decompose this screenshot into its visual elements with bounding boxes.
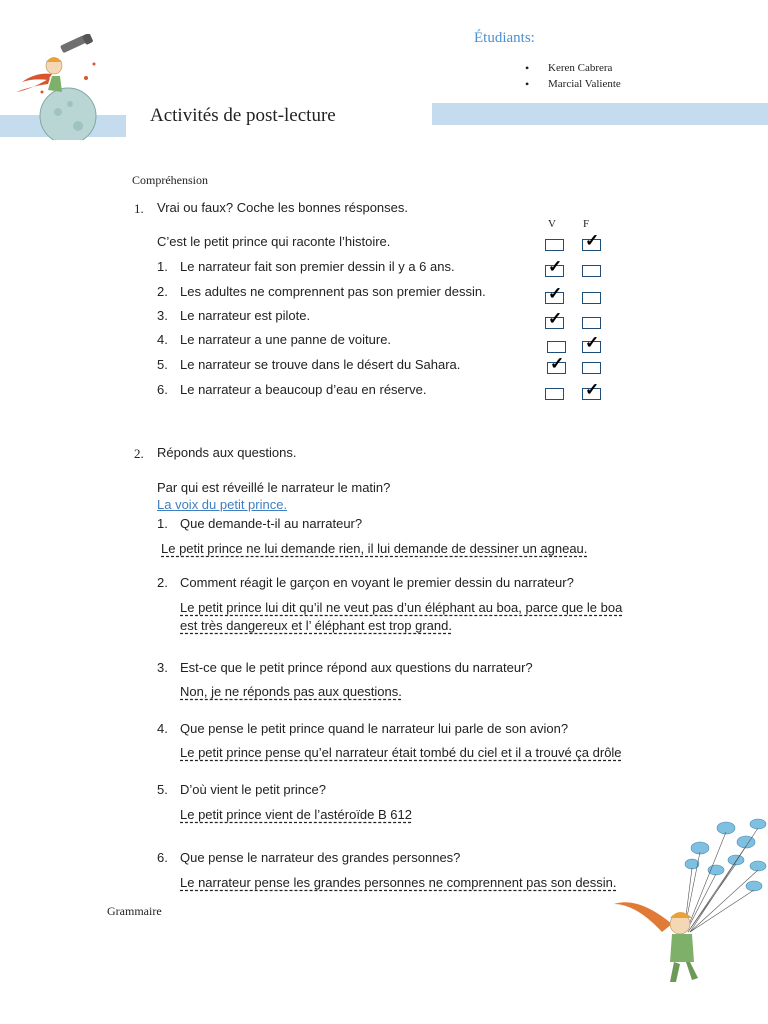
checkbox-faux[interactable] xyxy=(582,265,601,277)
column-faux-label: F xyxy=(583,218,590,230)
tf-statement: Le narrateur a une panne de voiture. xyxy=(180,332,392,347)
checkbox-faux[interactable] xyxy=(582,317,601,329)
answer-text: Le petit prince vient de l’astéroïde B 612 xyxy=(180,807,412,822)
checkmark-icon: ✓ xyxy=(585,380,600,399)
checkbox-faux[interactable] xyxy=(582,362,601,374)
sub-question: D’où vient le petit prince? xyxy=(180,782,326,797)
header-band-right xyxy=(432,103,768,125)
little-prince-telescope-illustration xyxy=(8,34,108,140)
checkmark-icon: ✓ xyxy=(548,309,563,328)
checkbox-faux[interactable] xyxy=(582,333,601,353)
checkbox-vrai[interactable] xyxy=(545,388,564,400)
answer-text: Le petit prince pense qu’el narrateur était tombé du ciel et il a trouvé ça drôle xyxy=(180,745,622,760)
tf-item-number: 1. xyxy=(157,259,168,274)
page-title: Activités de post-lecture xyxy=(150,105,336,126)
answer-text: Le petit prince lui dit qu’il ne veut pas d’un éléphant au boa, parce que le boa xyxy=(180,600,623,615)
little-prince-birds-illustration xyxy=(608,812,768,990)
checkmark-icon: ✓ xyxy=(585,333,600,352)
checkmark-icon: ✓ xyxy=(548,284,563,303)
checkbox-vrai[interactable] xyxy=(547,354,566,374)
checkbox-vrai[interactable] xyxy=(545,284,564,304)
tf-statement-intro: C’est le petit prince qui raconte l’histoire. xyxy=(157,234,391,249)
grammar-heading: Grammaire xyxy=(107,904,162,918)
tf-statement: Le narrateur fait son premier dessin il y a 6 ans. xyxy=(180,259,455,274)
answer-text: Le petit prince ne lui demande rien, il lui demande de dessiner un agneau. xyxy=(161,541,588,556)
column-vrai-label: V xyxy=(548,218,556,230)
checkbox-faux[interactable] xyxy=(582,292,601,304)
checkmark-icon: ✓ xyxy=(585,231,600,250)
sub-question: Que demande-t-il au narrateur? xyxy=(180,516,363,531)
checkbox-vrai[interactable] xyxy=(545,257,564,277)
students-title: Étudiants: xyxy=(474,30,535,46)
tf-statement: Les adultes ne comprennent pas son premier dessin. xyxy=(180,284,486,299)
tf-statement: Le narrateur est pilote. xyxy=(180,308,311,323)
sub-question: Que pense le narrateur des grandes personnes? xyxy=(180,850,461,865)
comprehension-heading: Compréhension xyxy=(132,173,208,187)
tf-statement: Le narrateur se trouve dans le désert du Sahara. xyxy=(180,357,461,372)
student-name: • Keren Cabrera xyxy=(548,62,612,74)
answer-text: Le narrateur pense les grandes personnes ne comprennent pas son dessin. xyxy=(180,875,617,890)
tf-item-number: 5. xyxy=(157,357,168,372)
checkbox-faux[interactable] xyxy=(582,231,601,251)
answer-text: Non, je ne réponds pas aux questions. xyxy=(180,684,402,699)
sub-question-number: 2. xyxy=(157,575,168,590)
q2-intro-question: Par qui est réveillé le narrateur le matin? xyxy=(157,480,391,495)
checkbox-vrai[interactable] xyxy=(545,239,564,251)
answer-text: est très dangereux et l’ éléphant est trop grand. xyxy=(180,618,452,633)
checkbox-faux[interactable] xyxy=(582,380,601,400)
checkbox-vrai[interactable] xyxy=(545,309,564,329)
sub-question-number: 4. xyxy=(157,721,168,736)
student-name: • Marcial Valiente xyxy=(548,78,621,90)
checkmark-icon: ✓ xyxy=(550,354,565,373)
sub-question: Comment réagit le garçon en voyant le premier dessin du narrateur? xyxy=(180,575,574,590)
tf-item-number: 4. xyxy=(157,332,168,347)
checkbox-vrai[interactable] xyxy=(547,341,566,353)
sub-question-number: 6. xyxy=(157,850,168,865)
tf-item-number: 2. xyxy=(157,284,168,299)
sub-question-number: 5. xyxy=(157,782,168,797)
sub-question-number: 1. xyxy=(157,516,168,531)
sub-question: Est-ce que le petit prince répond aux questions du narrateur? xyxy=(180,660,533,675)
tf-statement: Le narrateur a beaucoup d’eau en réserve. xyxy=(180,382,427,397)
q2-prompt: Réponds aux questions. xyxy=(157,445,297,460)
tf-item-number: 3. xyxy=(157,308,168,323)
q1-prompt: Vrai ou faux? Coche les bonnes résponses. xyxy=(157,200,409,215)
sub-question: Que pense le petit prince quand le narrateur lui parle de son avion? xyxy=(180,721,569,736)
tf-item-number: 6. xyxy=(157,382,168,397)
question-number: 2. xyxy=(134,446,144,461)
sub-question-number: 3. xyxy=(157,660,168,675)
q2-intro-answer[interactable]: La voix du petit prince. xyxy=(157,497,288,512)
question-number: 1. xyxy=(134,201,144,216)
checkmark-icon: ✓ xyxy=(548,257,563,276)
